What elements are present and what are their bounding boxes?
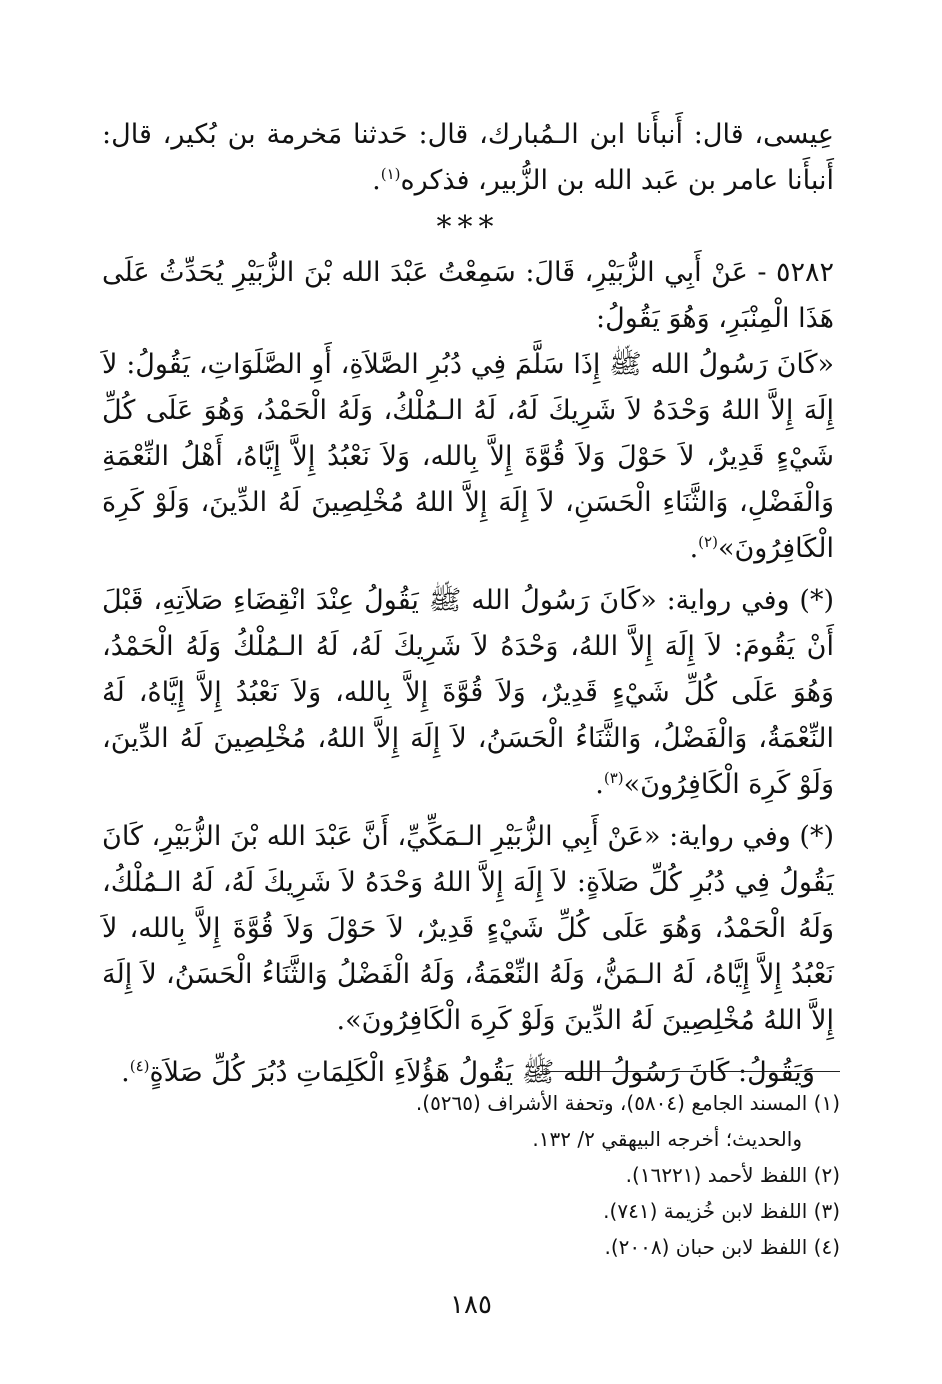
narration-1-text: (*) وفي رواية: «كَانَ رَسُولُ الله ﷺ يَقُولُ عِنْدَ انْقِضَاءِ صَلاَتِهِ، قَبْلَ أَنْ يَقُومَ: لاَ إِلَهَ إِلاَّ اللهُ، وَحْدَهُ لاَ شَرِيكَ لَهُ، لَهُ الـمُلْكُ وَلَهُ الْحَمْدُ، وَهُوَ عَلَى كُلِّ شَيْءٍ قَدِيرٌ، وَلاَ قُوَّةَ إِلاَّ بِالله، وَلاَ نَعْبُدُ إِلاَّ إِيَّاهُ، لَهُ النِّعْمَةُ، وَالْفَضْلُ، وَالثَّنَاءُ الْحَسَنُ، لاَ إِلَهَ إِلاَّ اللهُ، مُخْلِصِينَ لَهُ الدِّينَ، وَلَوْ كَرِهَ الْكَافِرُونَ» [102,585,834,800]
narration-2-text: (*) وفي رواية: «عَنْ أَبِي الزُّبَيْرِ الـمَكِّيِّ، أَنَّ عَبْدَ الله بْنَ الزُّبَيْرِ، كَانَ يَقُولُ فِي دُبُرِ كُلِّ صَلاَةٍ: لاَ إِلَهَ إِلاَّ اللهُ وَحْدَهُ لاَ شَرِيكَ لَهُ، لَهُ الـمُلْكُ، وَلَهُ الْحَمْدُ، وَهُوَ عَلَى كُلِّ شَيْءٍ قَدِيرٌ، لاَ حَوْلَ وَلاَ قُوَّةَ إِلاَّ بِالله، لاَ نَعْبُدُ إِلاَّ إِيَّاهُ، لَهُ الـمَنُّ، وَلَهُ النِّعْمَةُ، وَلَهُ الْفَضْلُ وَالثَّنَاءُ الْحَسَنُ، لاَ إِلَهَ إِلاَّ اللهُ مُخْلِصِينَ لَهُ الدِّينَ وَلَوْ كَرِهَ الْكَافِرُونَ». [102,821,834,1036]
hadith-main-text: «كَانَ رَسُولُ الله ﷺ إِذَا سَلَّمَ فِي دُبُرِ الصَّلاَةِ، أَوِ الصَّلَوَاتِ، يَقُولُ: لاَ إِلَهَ إِلاَّ اللهُ وَحْدَهُ لاَ شَرِيكَ لَهُ، لَهُ الـمُلْكُ، وَلَهُ الْحَمْدُ، وَهُوَ عَلَى كُلِّ شَيْءٍ قَدِيرٌ، لاَ حَوْلَ وَلاَ قُوَّةَ إِلاَّ بِالله، وَلاَ نَعْبُدُ إِلاَّ إِيَّاهُ، أَهْلُ النِّعْمَةِ وَالْفَضْلِ، وَالثَّنَاءِ الْحَسَنِ، لاَ إِلَهَ إِلاَّ اللهُ مُخْلِصِينَ لَهُ الدِّينَ، وَلَوْ كَرِهَ الْكَافِرُونَ»$^{(٢)}$. [102,349,834,564]
narration-2 [102,814,834,1044]
hadith-opening [102,250,834,342]
footnote-2: (٢) اللفظ لأحمد (١٦٢٢١). [625,1163,840,1187]
hadith-opening-text: - عَنْ أَبِي الزُّبَيْرِ، قَالَ: سَمِعْتُ عَبْدَ الله بْنَ الزُّبَيْرِ يُحَدِّثُ عَلَى هَذَا الْمِنْبَرِ، وَهُوَ يَقُولُ: [102,257,834,334]
footnote-4: (٤) اللفظ لابن حبان (٢٠٠٨). [604,1235,840,1259]
intro-paragraph: عِيسى، قال: أَنبأَنا ابن الـمُبارك، قال: حَدثنا مَخرمة بن بُكير، قال: أَنبأَنا عامر بن عَبد الله بن الزُّبير، فذكره$^{(١)}$. [102,119,834,196]
narration-1-footnote-ref: (٣) [603,769,624,787]
footnotes [140,1085,840,1265]
narration-1: (*) وفي رواية: «كَانَ رَسُولُ الله ﷺ يَقُولُ عِنْدَ انْقِضَاءِ صَلاَتِهِ، قَبْلَ أَنْ يَقُومَ: لاَ إِلَهَ إِلاَّ اللهُ، وَحْدَهُ لاَ شَرِيكَ لَهُ، لَهُ الـمُلْكُ وَلَهُ الْحَمْدُ، وَهُوَ عَلَى كُلِّ شَيْءٍ قَدِيرٌ، وَلاَ قُوَّةَ إِلاَّ بِالله، وَلاَ نَعْبُدُ إِلاَّ إِيَّاهُ، لَهُ النِّعْمَةُ، وَالْفَضْلُ، وَالثَّنَاءُ الْحَسَنُ، لاَ إِلَهَ إِلاَّ اللهُ، مُخْلِصِينَ لَهُ الدِّينَ، وَلَوْ كَرِهَ الْكَافِرُونَ»$^{(٣)}$. [102,585,834,800]
closing-text: وَيَقُولُ: كَانَ رَسُولُ الله ﷺ يَقُولُ هَؤُلاَءِ الْكَلِمَاتِ دُبُرَ كُلِّ صَلاَةٍ [149,1057,815,1088]
page-number: ١٨٥ [450,1290,492,1320]
footnote-1-continued: والحديث؛ أخرجه البيهقي ٢/ ١٣٢. [532,1127,802,1151]
closing-line: وَيَقُولُ: كَانَ رَسُولُ الله ﷺ يَقُولُ هَؤُلاَءِ الْكَلِمَاتِ دُبُرَ كُلِّ صَلاَةٍ$^{(٤)}$. [121,1057,815,1088]
footnote-1: (١) المسند الجامع (٥٨٠٤)، وتحفة الأشراف (٥٢٦٥). [415,1091,840,1115]
section-separator: *** [436,210,500,245]
main-text: «كَانَ رَسُولُ الله ﷺ إِذَا سَلَّمَ فِي دُبُرِ الصَّلاَةِ، أَوِ الصَّلَوَاتِ، يَقُولُ: لاَ إِلَهَ إِلاَّ اللهُ وَحْدَهُ لاَ شَرِيكَ لَهُ، لَهُ الـمُلْكُ، وَلَهُ الْحَمْدُ، وَهُوَ عَلَى كُلِّ شَيْءٍ قَدِيرٌ، لاَ حَوْلَ وَلاَ قُوَّةَ إِلاَّ بِالله، وَلاَ نَعْبُدُ إِلاَّ إِيَّاهُ، أَهْلُ النِّعْمَةِ وَالْفَضْلِ، وَالثَّنَاءِ الْحَسَنِ، لاَ إِلَهَ إِلاَّ اللهُ مُخْلِصِينَ لَهُ الدِّينَ، وَلَوْ كَرِهَ الْكَافِرُونَ» [102,349,834,564]
hadith-number: ٥٢٨٢ [775,257,834,288]
intro-text: عِيسى، قال: أَنبأَنا ابن الـمُبارك، قال: حَدثنا مَخرمة بن بُكير، قال: أَنبأَنا عامر بن عَبد الله بن الزُّبير، فذكره [102,119,834,196]
footnote-3: (٣) اللفظ لابن خُزيمة (٧٤١). [603,1199,840,1223]
footnote-divider [540,1071,840,1072]
closing-footnote-ref: (٤) [129,1057,150,1075]
intro-footnote-ref: (١) [380,165,401,183]
main-footnote-ref: (٢) [698,533,718,551]
